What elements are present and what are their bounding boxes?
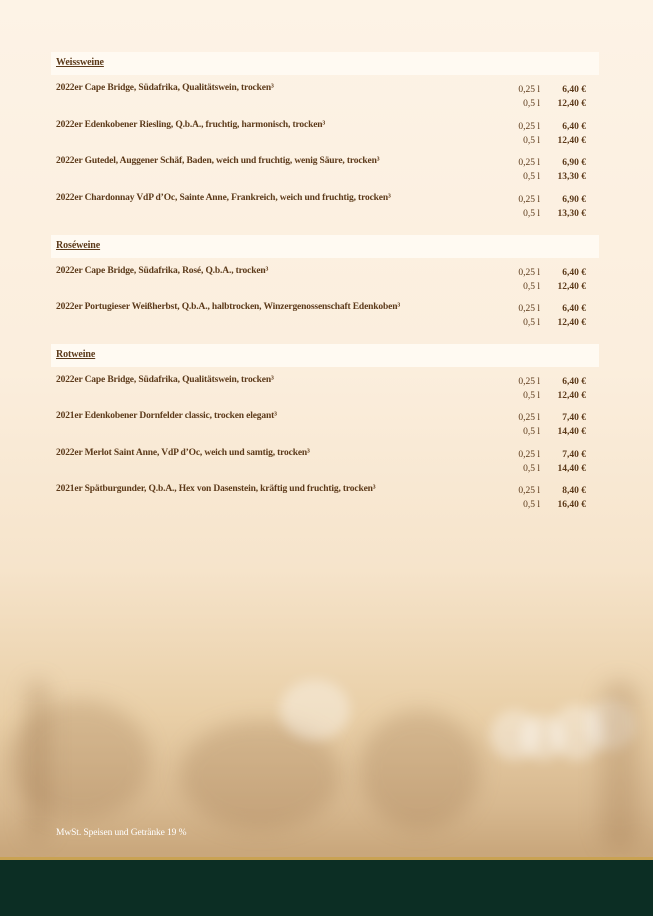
wine-size: 0,25 l: [518, 122, 540, 132]
wine-prices: [558, 375, 587, 403]
wine-size: 0,5 l: [523, 136, 540, 146]
wine-price: 6,90 €: [562, 158, 586, 168]
wine-price: 12,40 €: [557, 391, 586, 401]
section-header: [51, 52, 599, 75]
wine-size: 0,25 l: [518, 413, 540, 423]
wine-size: 0,25 l: [518, 85, 540, 95]
wine-size: 0,5 l: [523, 318, 540, 328]
wine-sizes: [518, 266, 540, 294]
wine-item: [56, 448, 586, 476]
wine-price: 14,40 €: [557, 464, 586, 474]
wine-price: 6,40 €: [562, 85, 586, 95]
wine-size: 0,5 l: [523, 99, 540, 109]
wine-size: 0,25 l: [518, 195, 540, 205]
section-title: Roséweine: [56, 240, 101, 251]
wine-sizes: [518, 83, 540, 111]
wine-price: 6,40 €: [562, 268, 586, 278]
wine-price: 12,40 €: [557, 318, 586, 328]
wine-sizes: [518, 302, 540, 330]
wine-size: 0,5 l: [523, 427, 540, 437]
wine-item: [56, 193, 586, 221]
wine-price: 6,40 €: [562, 377, 586, 387]
wine-size: 0,25 l: [518, 268, 540, 278]
wine-prices: [558, 302, 587, 330]
wine-price: 6,90 €: [562, 195, 586, 205]
wine-sizes: [518, 375, 540, 403]
wine-price: 7,40 €: [562, 413, 586, 423]
wine-name: 2022er Merlot Saint Anne, VdP d’Oc, weich und samtig, trocken³: [56, 448, 310, 458]
wine-name: 2022er Portugieser Weißherbst, Q.b.A., halbtrocken, Winzergenossenschaft Edenkoben³: [56, 302, 401, 312]
section-title: Rotweine: [56, 349, 96, 360]
wine-prices: [558, 448, 587, 476]
wine-price: 6,40 €: [562, 122, 586, 132]
wine-item: [56, 266, 586, 294]
wine-item: [56, 484, 586, 512]
wine-price: 7,40 €: [562, 450, 586, 460]
wine-prices: [558, 411, 587, 439]
wine-sizes: [518, 448, 540, 476]
wine-size: 0,5 l: [523, 500, 540, 510]
wine-size: 0,25 l: [518, 304, 540, 314]
wine-prices: [558, 193, 587, 221]
wine-sizes: [518, 411, 540, 439]
wine-price: 13,30 €: [557, 172, 586, 182]
wine-item: [56, 302, 586, 330]
wine-price: 16,40 €: [557, 500, 586, 510]
wine-price: 6,40 €: [562, 304, 586, 314]
wine-name: 2021er Edenkobener Dornfelder classic, trocken elegant³: [56, 411, 277, 421]
wine-name: 2022er Edenkobener Riesling, Q.b.A., fruchtig, harmonisch, trocken³: [56, 120, 326, 130]
wine-sizes: [518, 120, 540, 148]
wine-item: [56, 411, 586, 439]
wine-sizes: [518, 484, 540, 512]
wine-price: 12,40 €: [557, 99, 586, 109]
section-title: Weissweine: [56, 57, 104, 68]
footer-bar: [0, 860, 653, 916]
wine-size: 0,25 l: [518, 377, 540, 387]
wine-size: 0,5 l: [523, 209, 540, 219]
wine-price: 12,40 €: [557, 282, 586, 292]
wine-price: 12,40 €: [557, 136, 586, 146]
wine-item: [56, 156, 586, 184]
wine-item: [56, 120, 586, 148]
wine-name: 2022er Chardonnay VdP d’Oc, Sainte Anne, Frankreich, weich und fruchtig, trocken³: [56, 193, 391, 203]
wine-size: 0,5 l: [523, 464, 540, 474]
wine-size: 0,25 l: [518, 158, 540, 168]
wine-size: 0,25 l: [518, 450, 540, 460]
wine-price: 14,40 €: [557, 427, 586, 437]
wine-size: 0,5 l: [523, 282, 540, 292]
wine-name: 2022er Cape Bridge, Südafrika, Qualitätswein, trocken³: [56, 375, 274, 385]
wine-name: 2022er Cape Bridge, Südafrika, Qualitätswein, trocken³: [56, 83, 274, 93]
wine-price: 13,30 €: [557, 209, 586, 219]
wine-name: 2022er Cape Bridge, Südafrika, Rosé, Q.b.A., trocken³: [56, 266, 269, 276]
wine-size: 0,5 l: [523, 391, 540, 401]
wine-price: 8,40 €: [562, 486, 586, 496]
section-header: [51, 235, 599, 258]
vat-footnote: MwSt. Speisen und Getränke 19 %: [56, 828, 187, 838]
wine-size: 0,25 l: [518, 486, 540, 496]
wine-name: 2021er Spätburgunder, Q.b.A., Hex von Dasenstein, kräftig und fruchtig, trocken³: [56, 484, 376, 494]
wine-item: [56, 83, 586, 111]
wine-prices: [558, 156, 587, 184]
wine-size: 0,5 l: [523, 172, 540, 182]
wine-item: [56, 375, 586, 403]
wine-prices: [558, 266, 587, 294]
wine-sizes: [518, 193, 540, 221]
wine-prices: [558, 484, 587, 512]
section-header: [51, 344, 599, 367]
wine-prices: [558, 83, 587, 111]
wine-prices: [558, 120, 587, 148]
wine-sizes: [518, 156, 540, 184]
wine-name: 2022er Gutedel, Auggener Schäf, Baden, weich und fruchtig, wenig Säure, trocken³: [56, 156, 380, 166]
